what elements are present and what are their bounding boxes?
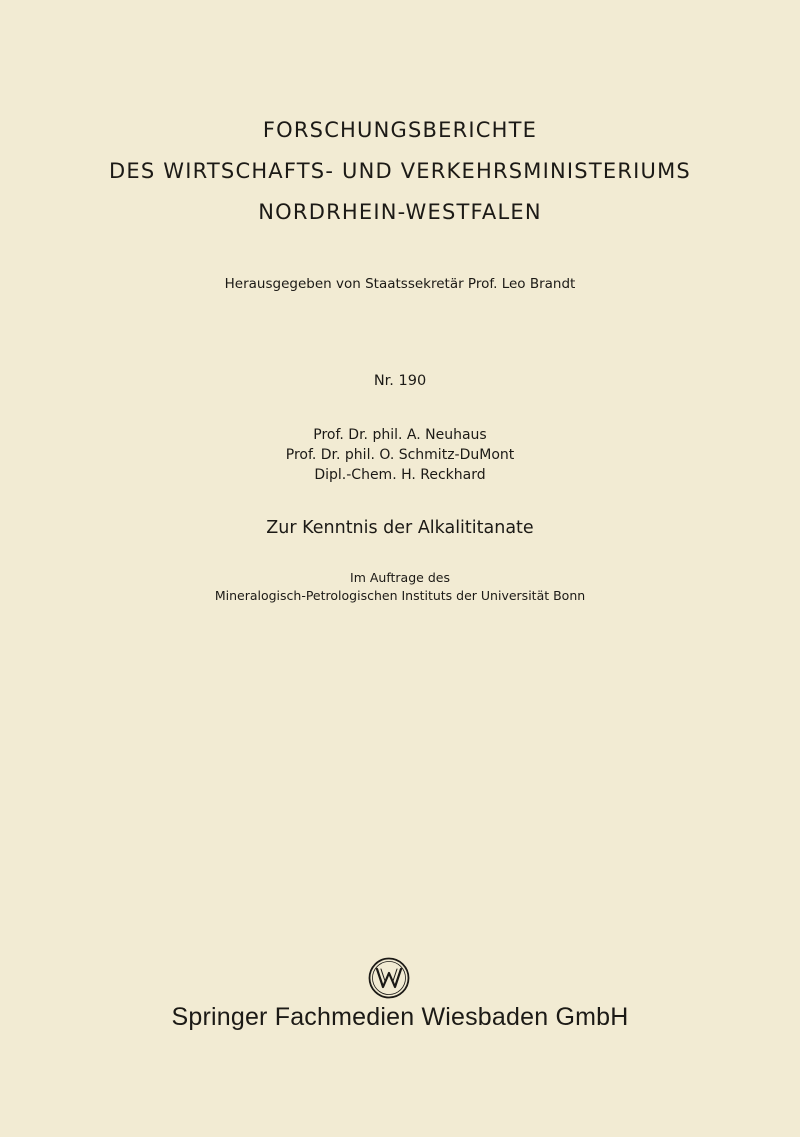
commission-line-1: Im Auftrage des — [350, 570, 450, 585]
author-3: Dipl.-Chem. H. Reckhard — [314, 467, 486, 483]
author-2: Prof. Dr. phil. O. Schmitz-DuMont — [285, 447, 515, 463]
springer-vw-logo-icon — [367, 956, 411, 1000]
series-title-line-2: DES WIRTSCHAFTS- UND VERKEHRSMINISTERIUMS — [109, 159, 691, 183]
editor-line: Herausgegeben von Staatssekretär Prof. Leo Brandt — [224, 276, 576, 292]
author-1: Prof. Dr. phil. A. Neuhaus — [313, 427, 487, 443]
series-title-line-3: NORDRHEIN-WESTFALEN — [258, 200, 542, 224]
report-number: Nr. 190 — [373, 373, 427, 389]
publisher-name: Springer Fachmedien Wiesbaden GmbH — [171, 1003, 629, 1031]
book-title: Zur Kenntnis der Alkalititanate — [266, 518, 534, 538]
commission-line-2: Mineralogisch-Petrologischen Instituts der Universität Bonn — [214, 588, 586, 603]
series-title-line-1: FORSCHUNGSBERICHTE — [262, 118, 538, 142]
